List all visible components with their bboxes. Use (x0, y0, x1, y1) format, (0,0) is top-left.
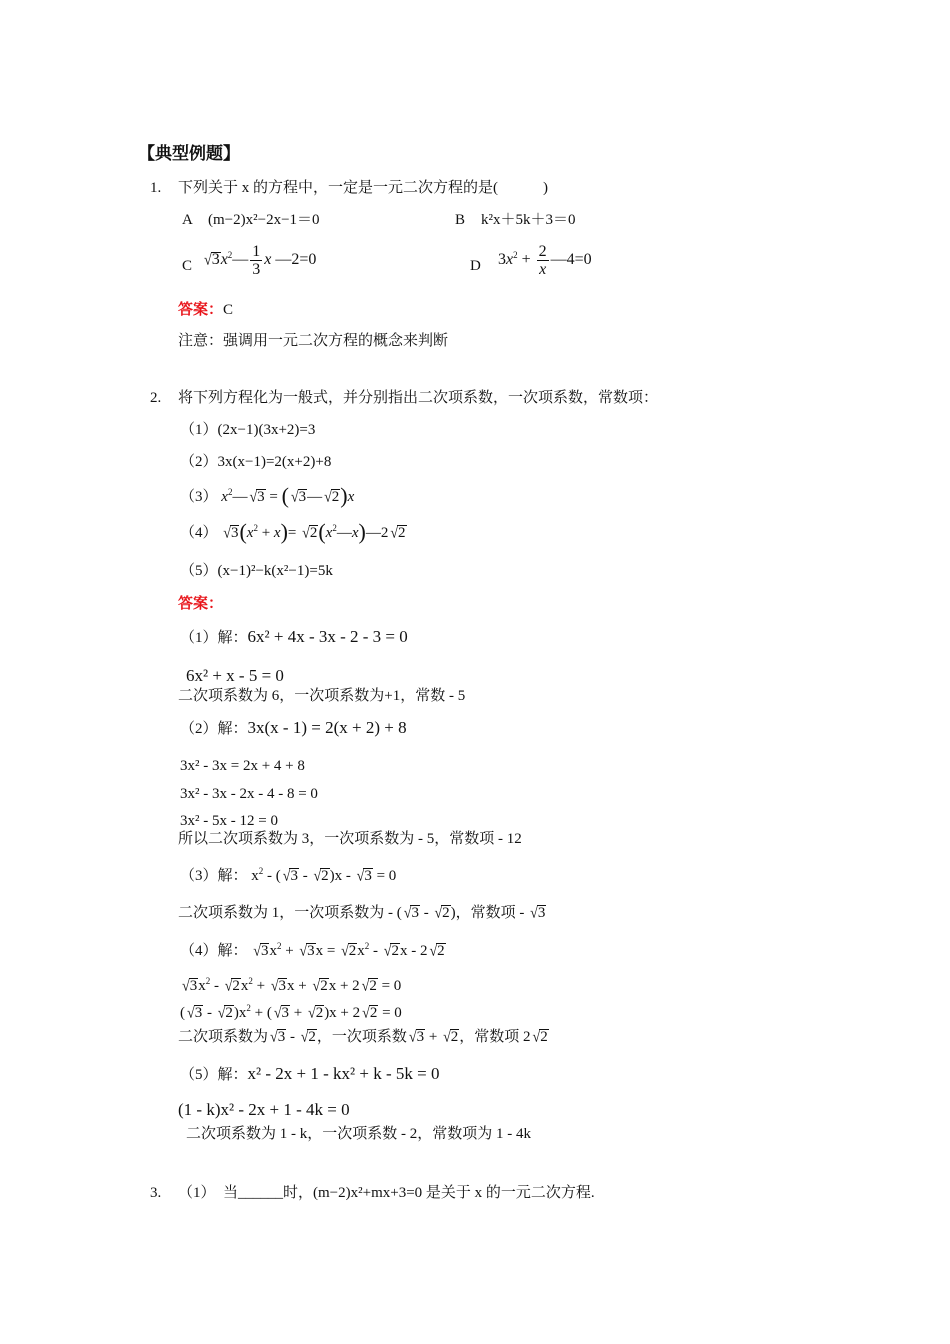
q2-sol4-eq2: $√3x^2 - √2x^2 + √3x + √2x + 2$ √2 = 0 (182, 976, 402, 995)
q2-item-1: （1）(2x−1)(3x+2)=3 (180, 422, 316, 438)
q2-sol2-eq4: 3x² - 5x - 12 = 0 (180, 813, 278, 829)
q2-sol2-eq3: 3x² - 3x - 2x - 4 - 8 = 0 (180, 786, 318, 802)
q2-item-4-label: （4） (180, 525, 218, 541)
q2-sol1-head: （1）解： (180, 630, 248, 646)
q1-option-c: $√3x^2—$ $\frac{1}{3}$ x —2=0 (204, 242, 317, 278)
q2-sol4-result: 二次项系数为 √3 - √2，一次项系数 √3 + √2，常数项 2 √2 (178, 1029, 548, 1046)
q2-number: 2. (150, 390, 162, 406)
q2-sol5-result: 二次项系数为 1 - k，一次项系数 - 2，常数项为 1 - 4k (186, 1126, 531, 1142)
q2-sol2-result: 所以二次项系数为 3，一次项系数为 - 5，常数项 - 12 (178, 831, 522, 847)
q2-item-4 (180, 519, 407, 544)
q2-sol3-eq: $x^2$ - ( √3 - √2)x - √3 = 0 (251, 866, 397, 885)
q2-sol1-eq2: 6x² + x - 5 = 0 (186, 666, 284, 685)
q2-sol1-result: 二次项系数为 6，一次项系数为+1，常数 - 5 (178, 688, 466, 704)
q3-text: （1） 当______时，(m−2)x²+mx+3=0 是关于 x 的一元二次方程. (178, 1185, 595, 1201)
q2-sol2 (180, 718, 407, 739)
q2-sol4 (180, 941, 446, 962)
q2-sol1 (180, 627, 408, 648)
q1-answer-value: C (223, 302, 234, 318)
q1-answer (178, 300, 233, 320)
q3-number: 3. (150, 1185, 162, 1201)
q1-option-d-label: D (470, 258, 481, 274)
q2-sol5 (180, 1064, 439, 1085)
q1-option-b: k²x＋5k＋3＝0 (481, 212, 576, 228)
q1-stem: 下列关于 x 的方程中，一定是一元二次方程的是( ) (178, 180, 548, 196)
q2-sol4-head: （4）解： (180, 943, 248, 959)
q2-item-2: （2）3x(x−1)=2(x+2)+8 (180, 454, 332, 470)
q2-sol3-result-b: ，常数项 - (455, 905, 525, 921)
q2-sol4-eq1: $√3x^2 + √3x = √2x^2 - √2x - 2$ √2 (253, 941, 445, 960)
q2-sol1-eq1: 6x² + 4x - 3x - 2 - 3 = 0 (247, 627, 408, 646)
section-title: 【典型例题】 (138, 144, 240, 163)
q2-sol4-result-b: ，一次项系数 (316, 1029, 407, 1045)
q2-item-5: （5）(x−1)²−k(x²−1)=5k (180, 563, 333, 579)
q2-sol3-result-a: 二次项系数为 1，一次项系数为 - (178, 905, 393, 921)
q2-sol2-eq1: 3x(x - 1) = 2(x + 2) + 8 (247, 718, 407, 737)
q1-answer-label: 答案： (178, 302, 224, 318)
q2-item-4-eq: $√3(x^2 + x)=$ $√2(x^2—x)—2$ √2 (223, 519, 406, 544)
q2-item-3 (180, 483, 355, 508)
q2-sol5-head: （5）解： (180, 1067, 248, 1083)
q2-sol4-eq3: ( $√3 - √2)x^2$ + ( √3 + √2)x + 2 √2 = 0 (180, 1003, 402, 1022)
q1-note: 注意：强调用一元二次方程的概念来判断 (178, 333, 449, 349)
q2-sol3 (180, 866, 396, 887)
q2-item-3-eq: $x^2—$ √3 = ( √3— √2)x (221, 483, 355, 508)
q1-option-b-label: B (455, 212, 466, 228)
q2-stem: 将下列方程化为一般式，并分别指出二次项系数，一次项系数，常数项： (178, 390, 659, 406)
q2-sol5-eq2: (1 - k)x² - 2x + 1 - 4k = 0 (178, 1100, 350, 1119)
q1-option-c-label: C (182, 258, 193, 274)
q2-sol4-result-a: 二次项系数为 (178, 1029, 269, 1045)
q2-sol3-result: 二次项系数为 1，一次项系数为 - ( √3 - √2)，常数项 - √3 (178, 905, 546, 922)
q2-answer-label: 答案： (178, 596, 224, 612)
q2-sol2-eq2: 3x² - 3x = 2x + 4 + 8 (180, 758, 305, 774)
q2-item-3-label: （3） (180, 489, 218, 505)
q1-option-a: (m−2)x²−2x−1＝0 (208, 212, 320, 228)
q2-sol5-eq1: x² - 2x + 1 - kx² + k - 5k = 0 (247, 1064, 440, 1083)
q1-number: 1. (150, 180, 162, 196)
q2-sol2-head: （2）解： (180, 721, 248, 737)
q2-sol4-result-c: ，常数项 2 (459, 1029, 531, 1045)
q1-option-d: $3x^2$ + $\frac{2}{x}$ —4=0 (498, 242, 592, 278)
q2-sol3-head: （3）解： (180, 868, 248, 884)
q1-option-a-label: A (182, 212, 193, 228)
